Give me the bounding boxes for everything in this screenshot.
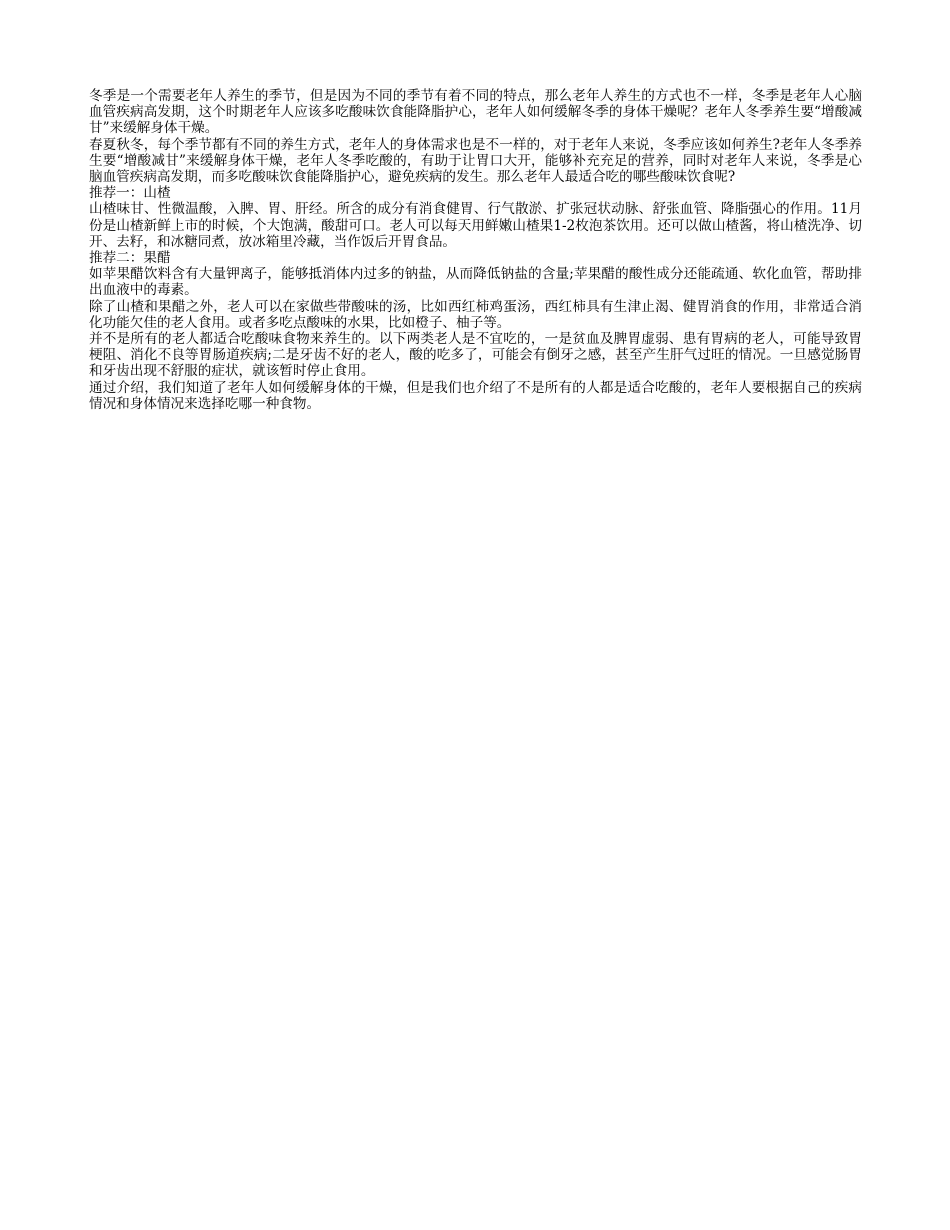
fruit-vinegar-paragraph: 如苹果醋饮料含有大量钾离子，能够抵消体内过多的钠盐，从而降低钠盐的含量;苹果醋的酸性成分还能疏通、软化血管，帮助排出血液中的毒素。 bbox=[89, 266, 862, 299]
caution-paragraph: 并不是所有的老人都适合吃酸味食物来养生的。以下两类老人是不宜吃的，一是贫血及脾胃虚弱、患有胃病的老人，可能导致胃梗阻、消化不良等胃肠道疾病;二是牙齿不好的老人，酸的吃多了，可能会有倒牙之感，甚至产生肝气过旺的情况。一旦感觉肠胃和牙齿出现不舒服的症状，就该暂时停止食用。 bbox=[89, 331, 862, 380]
conclusion-paragraph: 通过介绍，我们知道了老年人如何缓解身体的干燥，但是我们也介绍了不是所有的人都是适合吃酸的，老年人要根据自己的疾病情况和身体情况来选择吃哪一种食物。 bbox=[89, 379, 862, 412]
heading-hawthorn: 推荐一：山楂 bbox=[89, 185, 171, 202]
intro-paragraph: 冬季是一个需要老年人养生的季节，但是因为不同的季节有着不同的特点，那么老年人养生的方式也不一样，冬季是老年人心脑血管疾病高发期，这个时期老年人应该多吃酸味饮食能降脂护心，老年人如何缓解冬季的身体干燥呢？老年人冬季养生要“增酸减甘”来缓解身体干燥。 bbox=[89, 88, 862, 137]
seasonal-paragraph: 春夏秋冬，每个季节都有不同的养生方式，老年人的身体需求也是不一样的，对于老年人来说，冬季应该如何养生?老年人冬季养生要“增酸减甘”来缓解身体干燥，老年人冬季吃酸的，有助于让胃口大开，能够补充充足的营养，同时对老年人来说，冬季是心脑血管疾病高发期，而多吃酸味饮食能降脂护心，避免疾病的发生。那么老年人最适合吃的哪些酸味饮食呢? bbox=[89, 136, 862, 186]
sour-soup-paragraph: 除了山楂和果醋之外，老人可以在家做些带酸味的汤，比如西红柿鸡蛋汤，西红柿具有生津止渴、健胃消食的作用，非常适合消化功能欠佳的老人食用。或者多吃点酸味的水果，比如橙子、柚子等。 bbox=[89, 298, 862, 331]
heading-fruit-vinegar: 推荐二：果醋 bbox=[89, 250, 171, 267]
hawthorn-paragraph: 山楂味甘、性微温酸，入脾、胃、肝经。所含的成分有消食健胃、行气散淤、扩张冠状动脉、舒张血管、降脂强心的作用。11月份是山楂新鲜上市的时候，个大饱满，酸甜可口。老人可以每天用鲜嫩山楂果1-2枚泡茶饮用。还可以做山楂酱，将山楂洗净、切开、去籽，和冰糖同煮，放冰箱里冷藏，当作饭后开胃食品。 bbox=[89, 201, 862, 250]
